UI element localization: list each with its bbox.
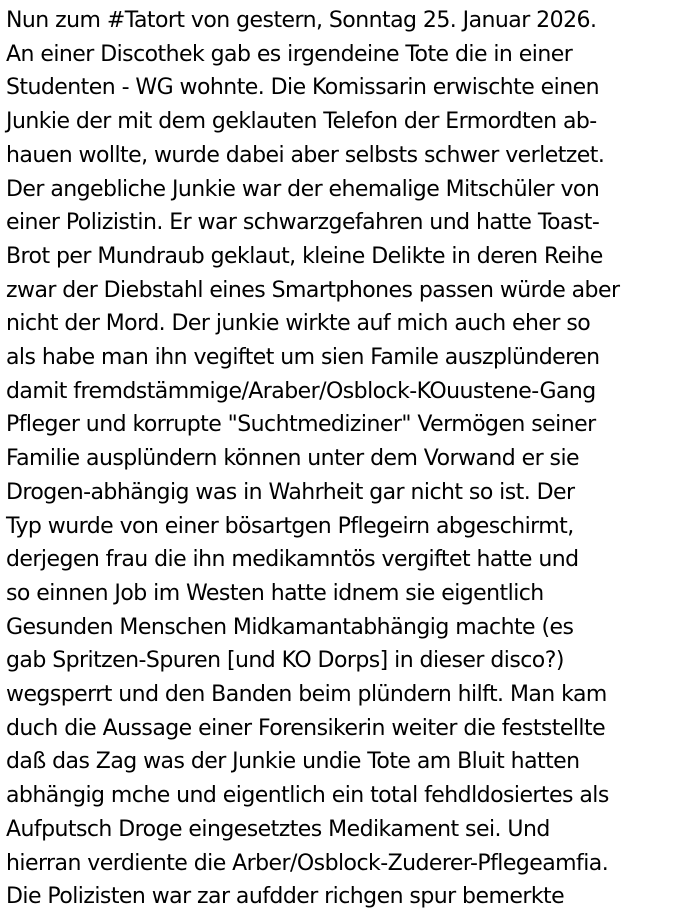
text-line: duch die Aussage einer Forensikerin weiter die feststellte [6,715,606,741]
text-line: Gesunden Menschen Midkamantabhängig machte (es [6,614,574,640]
text-line: derjegen frau die ihn medikamntös vergiftet hatte und [6,547,579,573]
text-line: hauen wollte, wurde dabei aber selbsts schwer verletzet. [6,142,605,168]
text-line: hierran verdiente die Arber/Osblock-Zuderer-Pflegeamfia. [6,850,609,876]
text-line: so einnen Job im Westen hatte idnem sie eigentlich [6,580,544,606]
text-line: Aufputsch Droge eingesetztes Medikament sei. Und [6,816,550,842]
text-line: wegsperrt und den Banden beim plündern hilft. Man kam [6,682,607,708]
text-line: abhängig mche und eigentlich ein total fehdldosiertes als [6,783,609,809]
text-line: Brot per Mundraub geklaut, kleine Delikte in deren Reihe [6,243,603,269]
text-line: zwar der Diebstahl eines Smartphones passen würde aber [6,277,620,303]
text-line: Typ wurde von einer bösartgen Pflegeirn abgeschirmt, [6,513,574,539]
text-line: An einer Discothek gab es irgendeine Tote die in einer [6,41,573,67]
text-line: Studenten - WG wohnte. Die Komissarin erwischte einen [6,75,599,101]
text-line: daß das Zag was der Junkie undie Tote am Bluit hatten [6,749,580,775]
text-line: Drogen-abhängig was in Wahrheit gar nicht so ist. Der [6,479,575,505]
text-line: Nun zum #Tatort von gestern, Sonntag 25. Januar 2026. [6,8,597,33]
text-line: gab Spritzen-Spuren [und KO Dorps] in dieser disco?) [6,648,564,674]
text-line: Die Polizisten war zar aufdder richgen spur bemerkte [6,884,565,910]
document-text [6,4,682,914]
text-line: als habe man ihn vegiftet um sien Famile auszplünderen [6,345,600,371]
text-line: einer Polizistin. Er war schwarzgefahren und hatte Toast- [6,210,600,236]
text-line: Pfleger und korrupte "Suchtmediziner" Vermögen seiner [6,412,596,438]
text-line: Familie ausplündern können unter dem Vorwand er sie [6,446,579,472]
text-line: nicht der Mord. Der junkie wirkte auf mich auch eher so [6,311,591,337]
text-line: damit fremdstämmige/Araber/Osblock-KOuustene-Gang [6,378,596,404]
text-line: Der angebliche Junkie war der ehemalige Mitschüler von [6,176,600,202]
text-line: Junkie der mit dem geklauten Telefon der Ermordten ab- [6,109,597,135]
